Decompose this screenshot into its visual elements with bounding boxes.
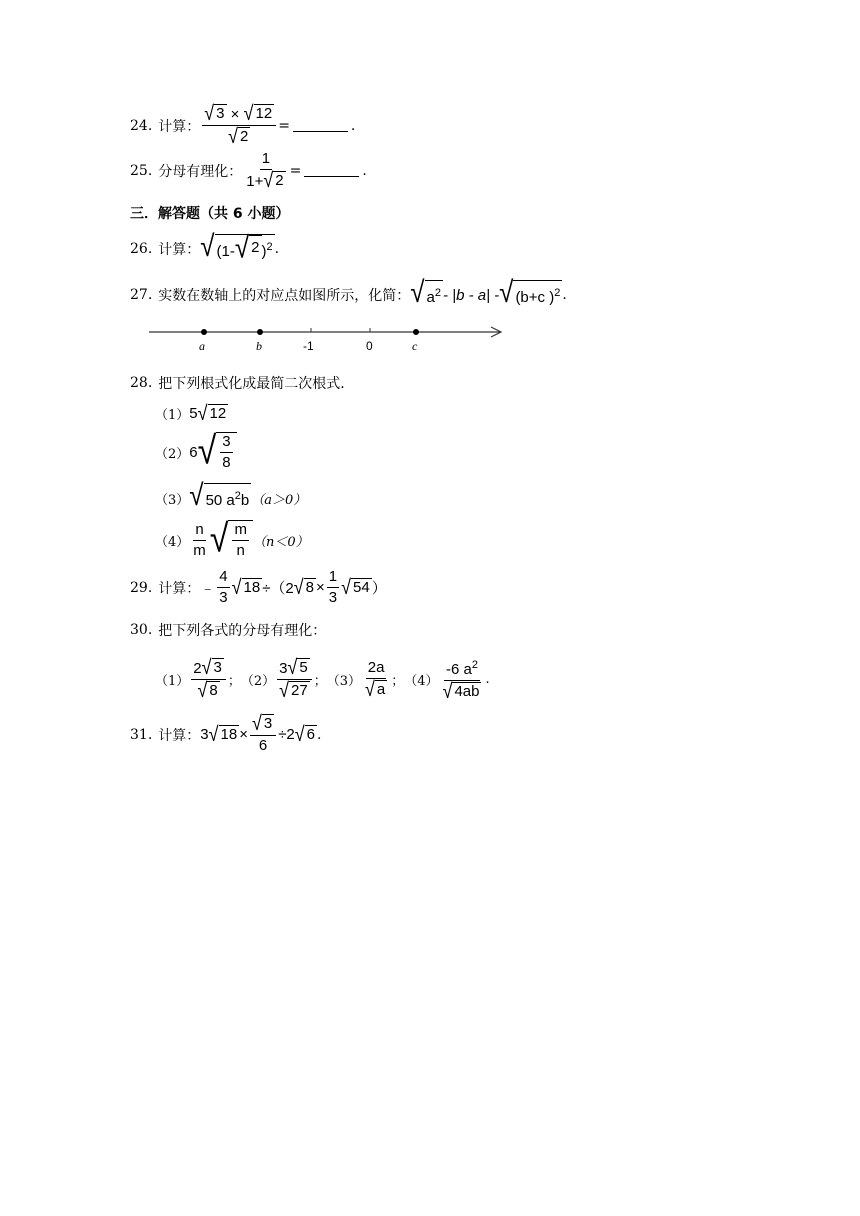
number-line bbox=[145, 320, 515, 356]
point-b bbox=[257, 329, 263, 335]
period: . bbox=[317, 726, 322, 743]
question-label: 计算： bbox=[158, 242, 201, 258]
condition: （a＞0） bbox=[251, 492, 307, 508]
radicand: 54 bbox=[353, 579, 370, 596]
coefficient: 3 bbox=[200, 726, 209, 743]
radicand: 4ab bbox=[454, 683, 480, 700]
question-28 bbox=[130, 373, 354, 393]
period: . bbox=[274, 241, 280, 257]
separator: ； bbox=[391, 673, 405, 689]
label-c: c bbox=[412, 339, 418, 353]
separator: ； bbox=[227, 673, 241, 689]
question-label: 计算： bbox=[158, 118, 201, 135]
radical: √ (b+c )$^2$ bbox=[499, 274, 561, 309]
var-a: a bbox=[426, 289, 435, 306]
radicand: 8 bbox=[305, 579, 315, 596]
times-sign: × bbox=[316, 579, 325, 596]
question-27 bbox=[130, 274, 567, 310]
radicand: 8 bbox=[209, 681, 218, 699]
question-number: 27. bbox=[130, 287, 153, 303]
period: . bbox=[485, 671, 490, 687]
equals-sign: = bbox=[278, 117, 290, 134]
part-tag: （1） bbox=[155, 408, 190, 423]
denominator-part: 1+ bbox=[246, 173, 264, 190]
question-number: 29. bbox=[130, 579, 153, 596]
part-tag: （2） bbox=[155, 446, 190, 462]
numerator: 2a bbox=[366, 659, 387, 679]
part-tag: （4） bbox=[404, 673, 439, 689]
q28-part-3: （3） √ 50 $a^2b$ （a＞0） bbox=[155, 477, 307, 512]
divide-term: ÷（2 bbox=[262, 580, 294, 597]
period: . bbox=[362, 162, 367, 179]
question-29: 29. 计算： ﹣ $\frac{4}{3}$ √ 18 ÷（2 √ 8 × $\frac{1}{3}$ √ 54 ） bbox=[130, 568, 387, 606]
question-31: 31. 计算： 3 √ 18 × √ 3 6 ÷2 √ 6 . bbox=[130, 711, 322, 754]
part-tag: （3） bbox=[155, 492, 190, 508]
exponent: 2 bbox=[471, 659, 479, 671]
radicand: 3 bbox=[263, 715, 273, 732]
question-text: 把下列各式的分母有理化： bbox=[158, 623, 327, 639]
expr: ) bbox=[261, 243, 267, 260]
denominator: 6 bbox=[258, 737, 268, 754]
period: . bbox=[562, 287, 567, 303]
radicand: 3 bbox=[213, 658, 222, 676]
minus-sign: ﹣ bbox=[200, 580, 216, 597]
coefficient: 2 bbox=[193, 659, 202, 677]
numerator: m bbox=[232, 521, 249, 541]
part-tag: （1） bbox=[155, 673, 190, 689]
part-tag: （2） bbox=[240, 673, 276, 689]
numerator: 1 bbox=[327, 568, 339, 588]
section-heading: 三．解答题（共 6 小题） bbox=[130, 206, 290, 222]
equals-sign: = bbox=[289, 162, 302, 179]
times-sign: × bbox=[230, 106, 240, 123]
question-26 bbox=[130, 228, 280, 265]
radicand: 6 bbox=[306, 726, 315, 743]
times-sign: × bbox=[239, 726, 248, 743]
numerator: -6 a bbox=[446, 661, 472, 678]
numerator: 3 bbox=[220, 433, 232, 453]
part-tag: （4） bbox=[155, 534, 190, 550]
question-label: 计算： bbox=[158, 580, 201, 597]
radicand: b bbox=[240, 492, 250, 509]
question-number: 24. bbox=[130, 117, 153, 134]
q30-parts: （1） 2 √ 3 √ 8 ； （2） 3 √ 5 √ 27 ； （3） 2a √ a ； （4） -6 $a^2$ √ 4ab . bbox=[155, 654, 490, 703]
coefficient: 5 bbox=[189, 405, 198, 422]
question-number: 30. bbox=[130, 622, 153, 638]
question-24 bbox=[130, 101, 356, 148]
separator: ； bbox=[313, 673, 327, 689]
divide-term: ÷2 bbox=[278, 726, 295, 743]
radicand: 18 bbox=[220, 726, 238, 743]
radicand: 12 bbox=[209, 405, 227, 422]
question-30 bbox=[130, 620, 326, 640]
point-a bbox=[201, 329, 207, 335]
question-number: 31. bbox=[130, 726, 153, 743]
radicand: 5 bbox=[299, 658, 308, 676]
label-zero: 0 bbox=[366, 339, 373, 353]
coefficient: 3 bbox=[279, 659, 288, 677]
close-paren: ） bbox=[371, 580, 387, 597]
question-number: 28. bbox=[130, 375, 153, 391]
expr: (b+c ) bbox=[515, 289, 555, 306]
q28-part-1: （1） 5 √ 12 bbox=[155, 401, 227, 425]
radical: √ $a^2$ bbox=[410, 274, 442, 309]
part-tag: （3） bbox=[326, 673, 362, 689]
label-minus-one: -1 bbox=[303, 339, 314, 353]
exponent: 2 bbox=[266, 241, 273, 253]
question-label: 实数在数轴上的对应点如图所示，化简： bbox=[158, 288, 411, 304]
period: . bbox=[350, 117, 356, 134]
radicand: a bbox=[376, 680, 386, 698]
label-b: b bbox=[256, 339, 262, 353]
answer-blank[interactable] bbox=[304, 164, 359, 177]
numerator: n bbox=[193, 521, 205, 541]
answer-blank[interactable] bbox=[293, 119, 348, 132]
radicand: 50 a bbox=[205, 492, 235, 509]
expr: (1- bbox=[216, 243, 235, 260]
question-label: 分母有理化： bbox=[158, 163, 243, 180]
denominator: 8 bbox=[222, 454, 231, 471]
denominator: m bbox=[193, 541, 206, 559]
exponent: 2 bbox=[554, 287, 561, 299]
q28-part-4: （4） $\frac{n}{m}$ √ $\frac{m}{n}$ （n＜0） bbox=[155, 517, 309, 561]
question-number: 26. bbox=[130, 241, 153, 257]
coefficient: 6 bbox=[189, 443, 198, 461]
condition: （n＜0） bbox=[252, 534, 309, 550]
label-a: a bbox=[199, 339, 205, 353]
radical: √ (1- √ 2 )$^2$ bbox=[200, 228, 273, 265]
exponent: 2 bbox=[434, 287, 442, 299]
fraction: √ 3 × √ 12 √ 2 bbox=[202, 104, 276, 147]
numerator: 1 bbox=[260, 150, 272, 170]
denominator: 3 bbox=[219, 589, 228, 606]
fraction: 1 1+ √ 2 bbox=[246, 150, 284, 192]
exponent: 2 bbox=[234, 490, 241, 502]
question-label: 计算： bbox=[158, 727, 201, 744]
radicand: 12 bbox=[255, 105, 273, 122]
radicand: 2 bbox=[275, 172, 284, 189]
numerator: 4 bbox=[217, 568, 229, 588]
radicand: 18 bbox=[243, 579, 261, 596]
question-text: 把下列根式化成最简二次根式． bbox=[158, 376, 355, 392]
q28-part-2: （2） 6 √ $\frac{3}{8}$ bbox=[155, 432, 237, 472]
point-c bbox=[413, 329, 419, 335]
question-number: 25. bbox=[130, 162, 153, 179]
radicand: 3 bbox=[216, 105, 225, 122]
denominator: 3 bbox=[328, 589, 338, 606]
radicand: 27 bbox=[291, 681, 308, 699]
radicand: 2 bbox=[240, 128, 249, 145]
abs-term: - |b - a| - bbox=[443, 286, 500, 304]
radicand: 2 bbox=[249, 235, 261, 260]
question-25 bbox=[130, 150, 367, 191]
denominator: n bbox=[236, 542, 245, 559]
